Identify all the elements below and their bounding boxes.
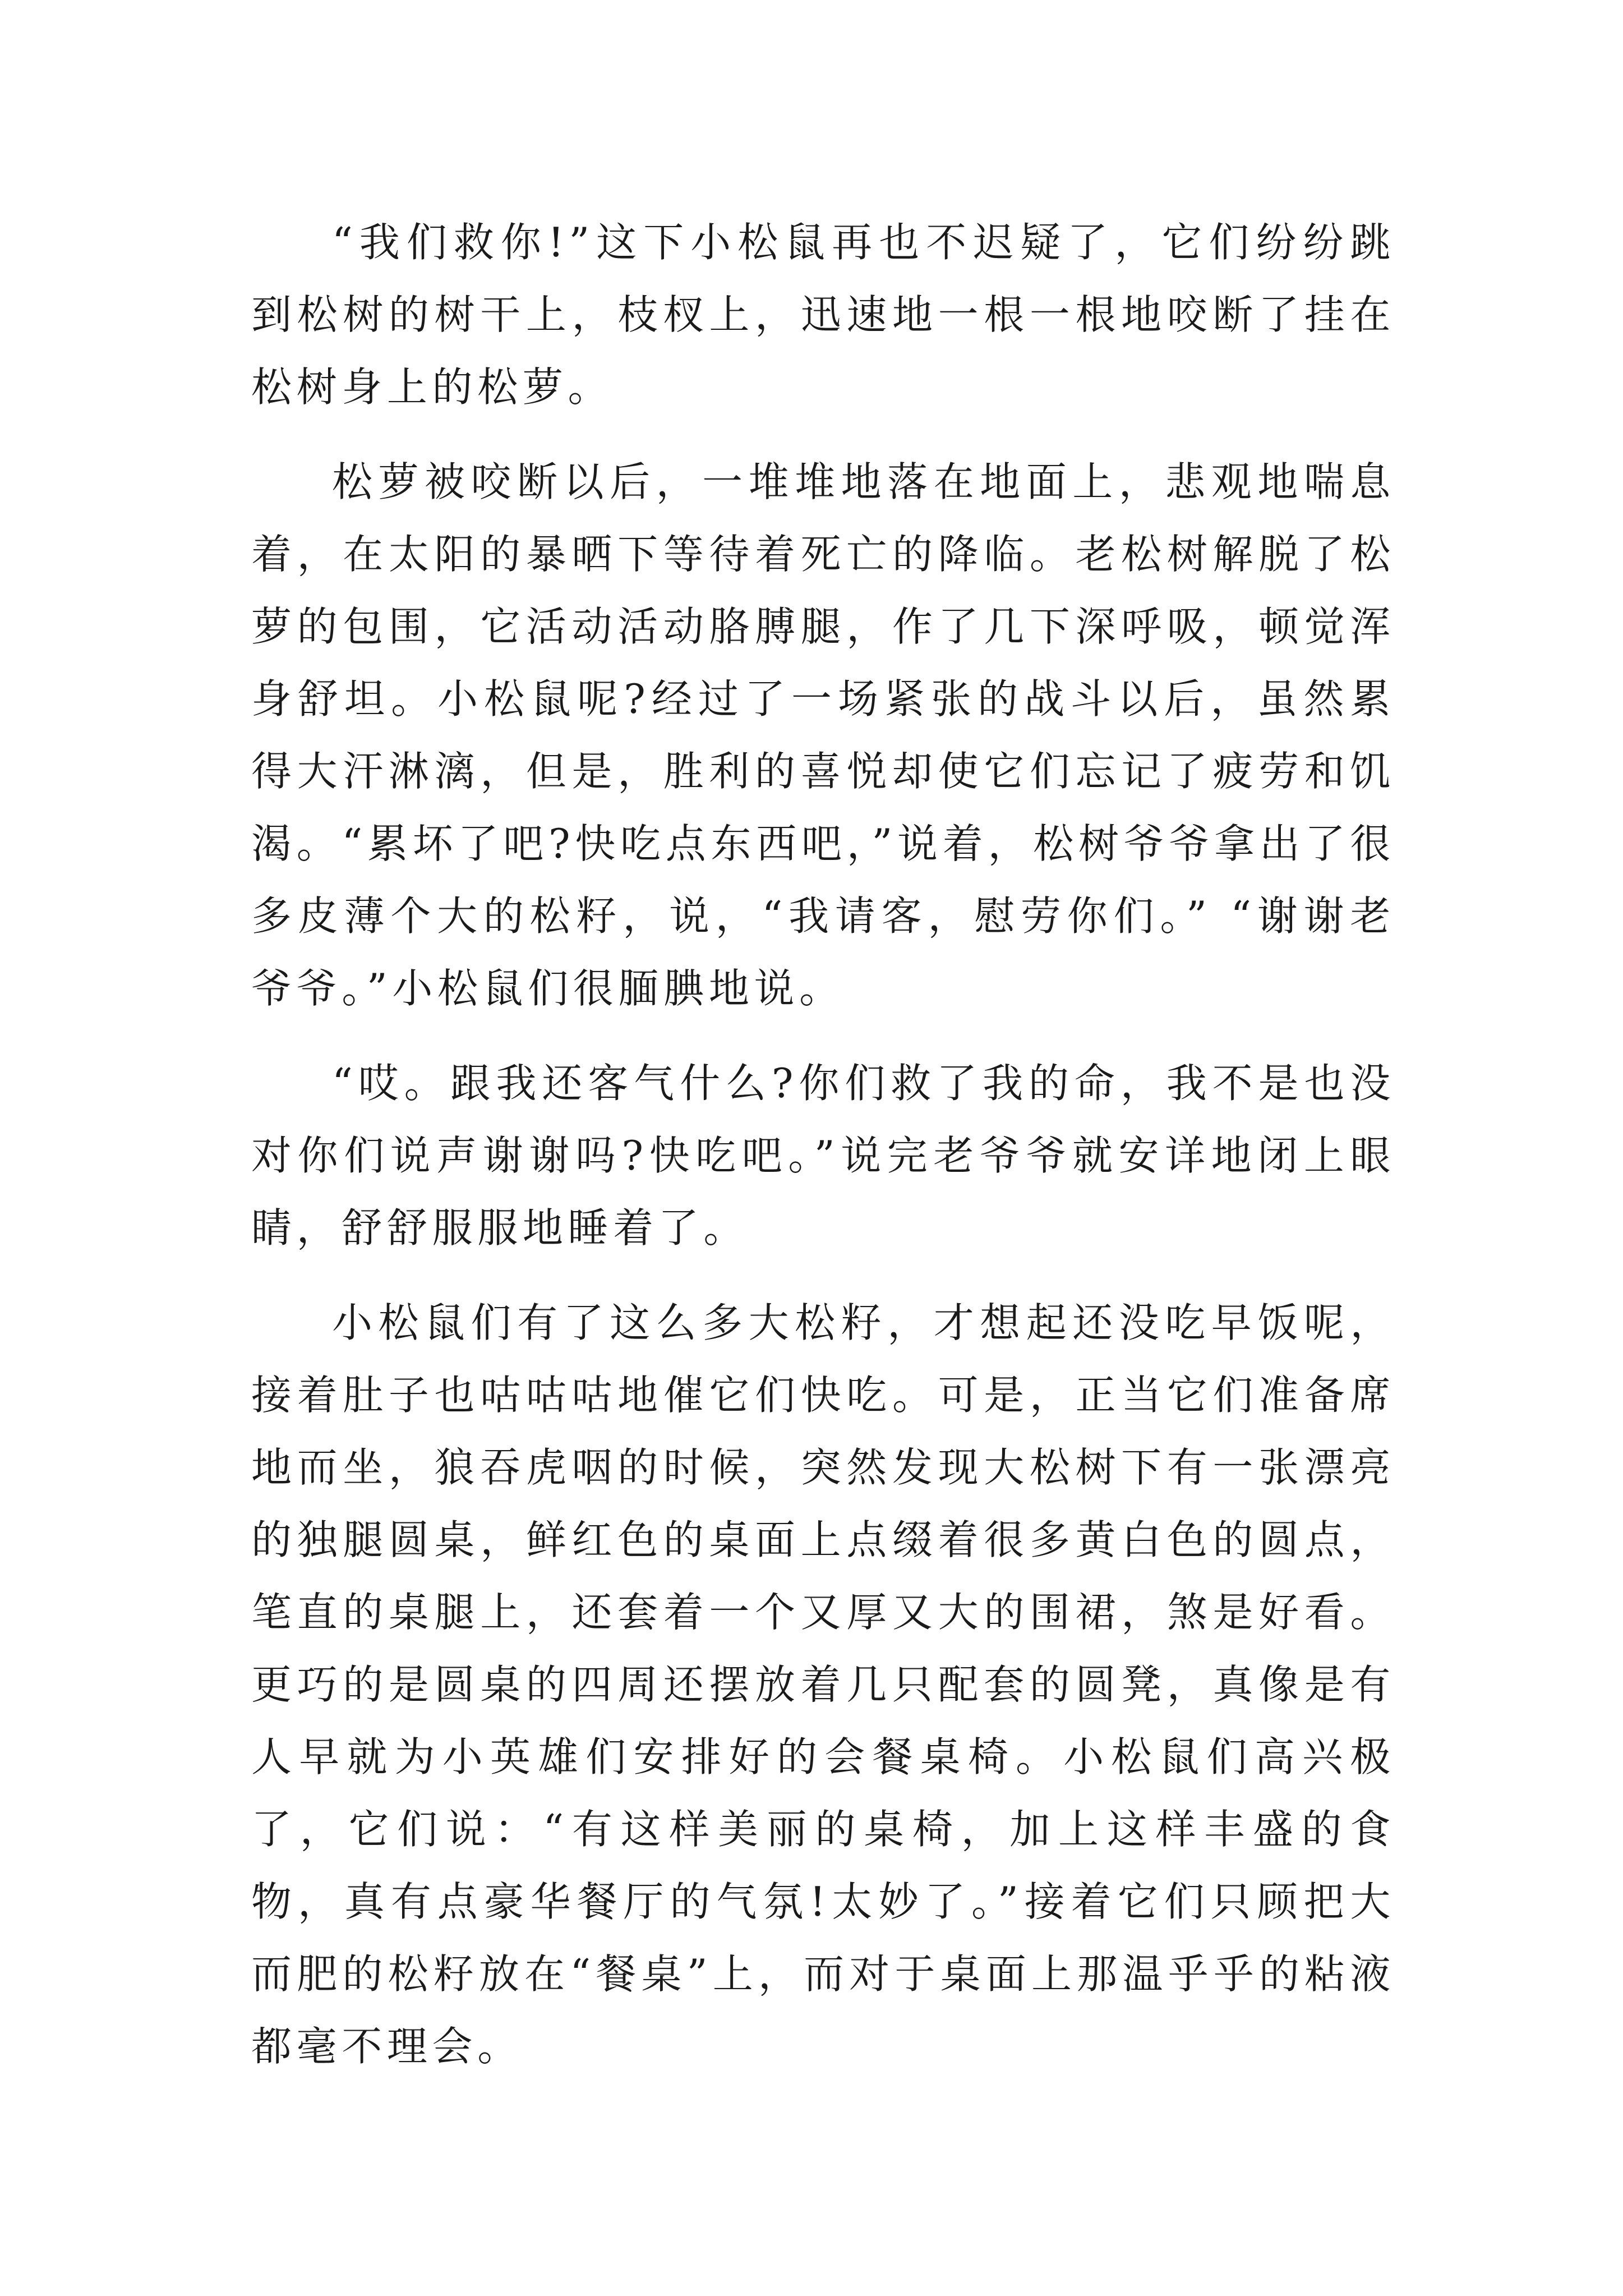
paragraph-2: 松萝被咬断以后，一堆堆地落在地面上，悲观地喘息着，在太阳的暴晒下等待着死亡的降临。老松树解脱了松萝的包围，它活动活动胳膊腿，作了几下深呼吸，顿觉浑身舒坦。小松鼠呢?经过了一场紧张的战斗以后，虽然累得大汗淋漓，但是，胜利的喜悦却使它们忘记了疲劳和饥渴。“累坏了吧?快吃点东西吧，”说着，松树爷爷拿出了很多皮薄个大的松籽，说，“我请客，慰劳你们。” “谢谢老爷爷。”小松鼠们很腼腆地说。: [251, 458, 1395, 1012]
paragraph-1: “我们救你!”这下小松鼠再也不迟疑了，它们纷纷跳到松树的树干上，枝杈上，迅速地一根一根地咬断了挂在松树身上的松萝。: [251, 219, 1395, 411]
paragraph-4: 小松鼠们有了这么多大松籽，才想起还没吃早饭呢，接着肚子也咕咕咕地催它们快吃。可是，正当它们准备席地而坐，狼吞虎咽的时候，突然发现大松树下有一张漂亮的独腿圆桌，鲜红色的桌面上点缀着很多黄白色的圆点，笔直的桌腿上，还套着一个又厚又大的围裙，煞是好看。更巧的是圆桌的四周还摆放着几只配套的圆凳，真像是有人早就为小英雄们安排好的会餐桌椅。小松鼠们高兴极了，它们说：“有这样美丽的桌椅，加上这样丰盛的食物，真有点豪华餐厅的气氛!太妙了。”接着它们只顾把大而肥的松籽放在“餐桌”上，而对于桌面上那温乎乎的粘液都毫不理会。: [251, 1299, 1395, 2070]
document-body: [251, 206, 1395, 2105]
paragraph-3: “哎。跟我还客气什么?你们救了我的命，我不是也没对你们说声谢谢吗?快吃吧。”说完老爷爷就安详地闭上眼睛，舒舒服服地睡着了。: [251, 1060, 1395, 1251]
